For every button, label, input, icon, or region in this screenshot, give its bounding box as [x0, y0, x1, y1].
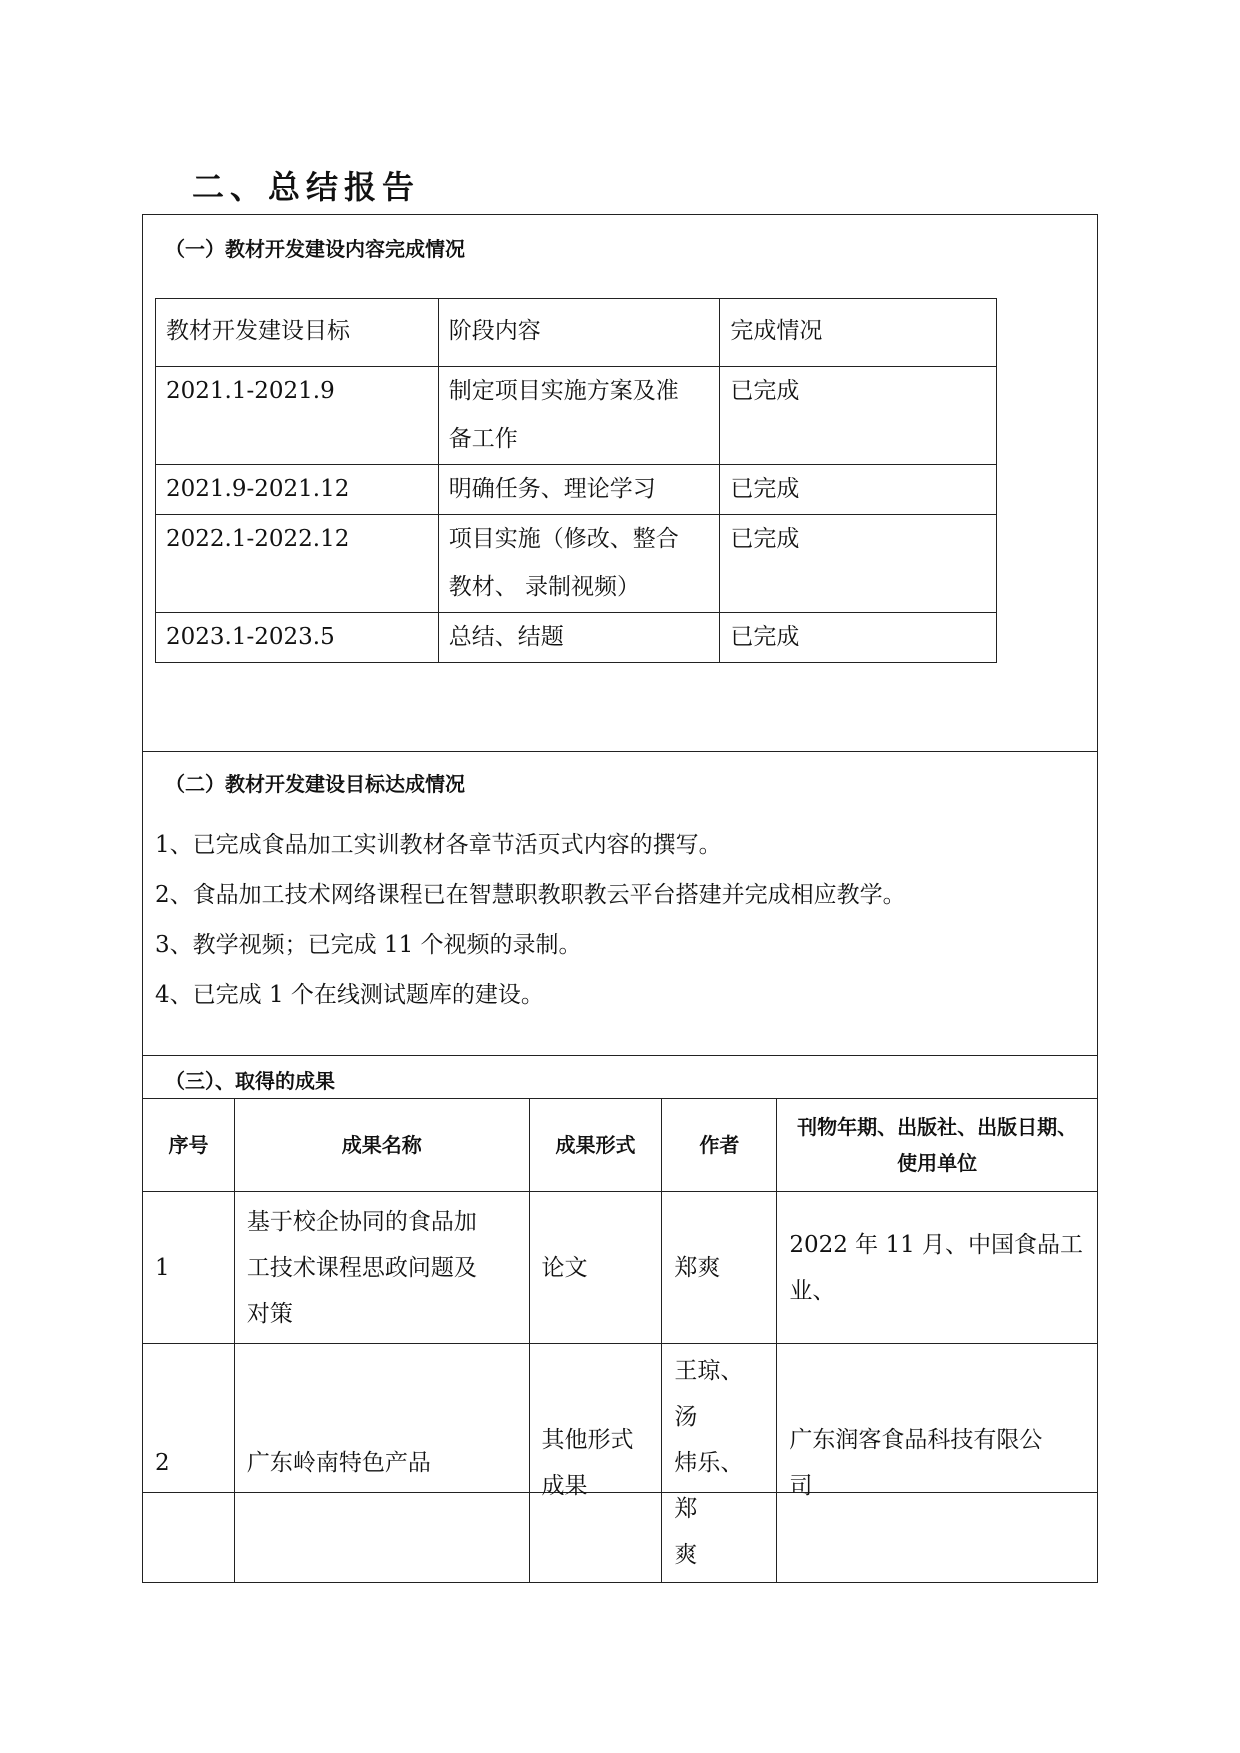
- publication-cell: [777, 1344, 1098, 1583]
- name-cell: [234, 1344, 529, 1583]
- header-stage: 阶段内容: [438, 299, 720, 367]
- header-form: 成果形式: [529, 1099, 662, 1192]
- status-cell: 已完成: [720, 465, 997, 515]
- author-line: 爽: [674, 1542, 698, 1568]
- header-line: 刊物年期、出版社、出版日期、: [797, 1115, 1078, 1139]
- form-cell: [529, 1344, 662, 1583]
- progress-table: [155, 298, 997, 663]
- period-cell: 2022.1-2022.12: [156, 515, 439, 613]
- author-cell: [662, 1344, 777, 1583]
- header-no: 序号: [143, 1099, 235, 1192]
- header-goal: 教材开发建设目标: [156, 299, 439, 367]
- list-item: 3、教学视频；已完成 11 个视频的录制。: [155, 932, 582, 958]
- table-row: [143, 1344, 1098, 1583]
- table-row: [156, 465, 997, 515]
- status-cell: 已完成: [720, 367, 997, 465]
- period-cell: 2021.9-2021.12: [156, 465, 439, 515]
- period-cell: 2023.1-2023.5: [156, 613, 439, 663]
- name-line: 广东岭南特色产品: [246, 1450, 431, 1476]
- publication-line: 2022 年 11 月、中国食品工: [789, 1231, 1084, 1258]
- status-cell: 已完成: [720, 515, 997, 613]
- author-line: 郑爽: [674, 1254, 721, 1281]
- form-line: 其他形式: [541, 1427, 634, 1453]
- form-cell: [529, 1192, 662, 1344]
- status-cell: 已完成: [720, 613, 997, 663]
- content-line: 备工作: [448, 426, 518, 452]
- achievements-table: [142, 1098, 1098, 1583]
- content-line: 教材、 录制视频）: [448, 574, 641, 600]
- header-status: 完成情况: [720, 299, 997, 367]
- publication-line: 司: [789, 1473, 813, 1499]
- goals-list: [155, 820, 906, 1020]
- publication-line: 广东润客食品科技有限公: [789, 1427, 1043, 1453]
- report-frame: [142, 214, 1098, 1568]
- table-row: [156, 515, 997, 613]
- content-cell: [438, 613, 720, 663]
- author-line: 王琼、汤: [674, 1358, 744, 1430]
- no-cell: 1: [143, 1192, 235, 1344]
- list-item: 2、食品加工技术网络课程已在智慧职教职教云平台搭建并完成相应教学。: [155, 882, 906, 908]
- content-line: 明确任务、理论学习: [448, 476, 656, 502]
- table-row: [156, 613, 997, 663]
- content-line: 总结、结题: [448, 624, 564, 650]
- section1-heading: （一）教材开发建设内容完成情况: [165, 237, 465, 261]
- no-cell: 2: [143, 1344, 235, 1583]
- name-line: 对策: [246, 1300, 293, 1327]
- list-item: 1、已完成食品加工实训教材各章节活页式内容的撰写。: [155, 832, 722, 858]
- publication-cell: [777, 1192, 1098, 1344]
- page-title: 二、总结报告: [192, 168, 421, 206]
- table-row: [156, 367, 997, 465]
- content-line: 制定项目实施方案及准: [448, 378, 679, 404]
- section-divider: [143, 1055, 1097, 1056]
- section-divider: [143, 751, 1097, 752]
- name-cell: [234, 1192, 529, 1344]
- header-publication: [777, 1099, 1098, 1192]
- table-row: [143, 1192, 1098, 1344]
- section2-heading: （二）教材开发建设目标达成情况: [165, 772, 465, 796]
- content-line: 项目实施（修改、整合: [448, 526, 679, 552]
- list-item: 4、已完成 1 个在线测试题库的建设。: [155, 982, 544, 1008]
- publication-line: 业、: [789, 1277, 836, 1304]
- content-cell: [438, 465, 720, 515]
- section3-heading: （三）、取得的成果: [165, 1069, 335, 1093]
- name-line: 工技术课程思政问题及: [246, 1254, 477, 1281]
- author-cell: [662, 1192, 777, 1344]
- content-cell: [438, 367, 720, 465]
- header-author: 作者: [662, 1099, 777, 1192]
- header-name: 成果名称: [234, 1099, 529, 1192]
- period-cell: 2021.1-2021.9: [156, 367, 439, 465]
- author-line: 炜乐、郑: [674, 1450, 744, 1522]
- table-header-row: [143, 1099, 1098, 1192]
- form-line: 论文: [541, 1254, 588, 1281]
- header-line: 使用单位: [897, 1151, 978, 1175]
- name-line: 基于校企协同的食品加: [246, 1208, 477, 1235]
- content-cell: [438, 515, 720, 613]
- table-header-row: [156, 299, 997, 367]
- form-line: 成果: [541, 1473, 588, 1499]
